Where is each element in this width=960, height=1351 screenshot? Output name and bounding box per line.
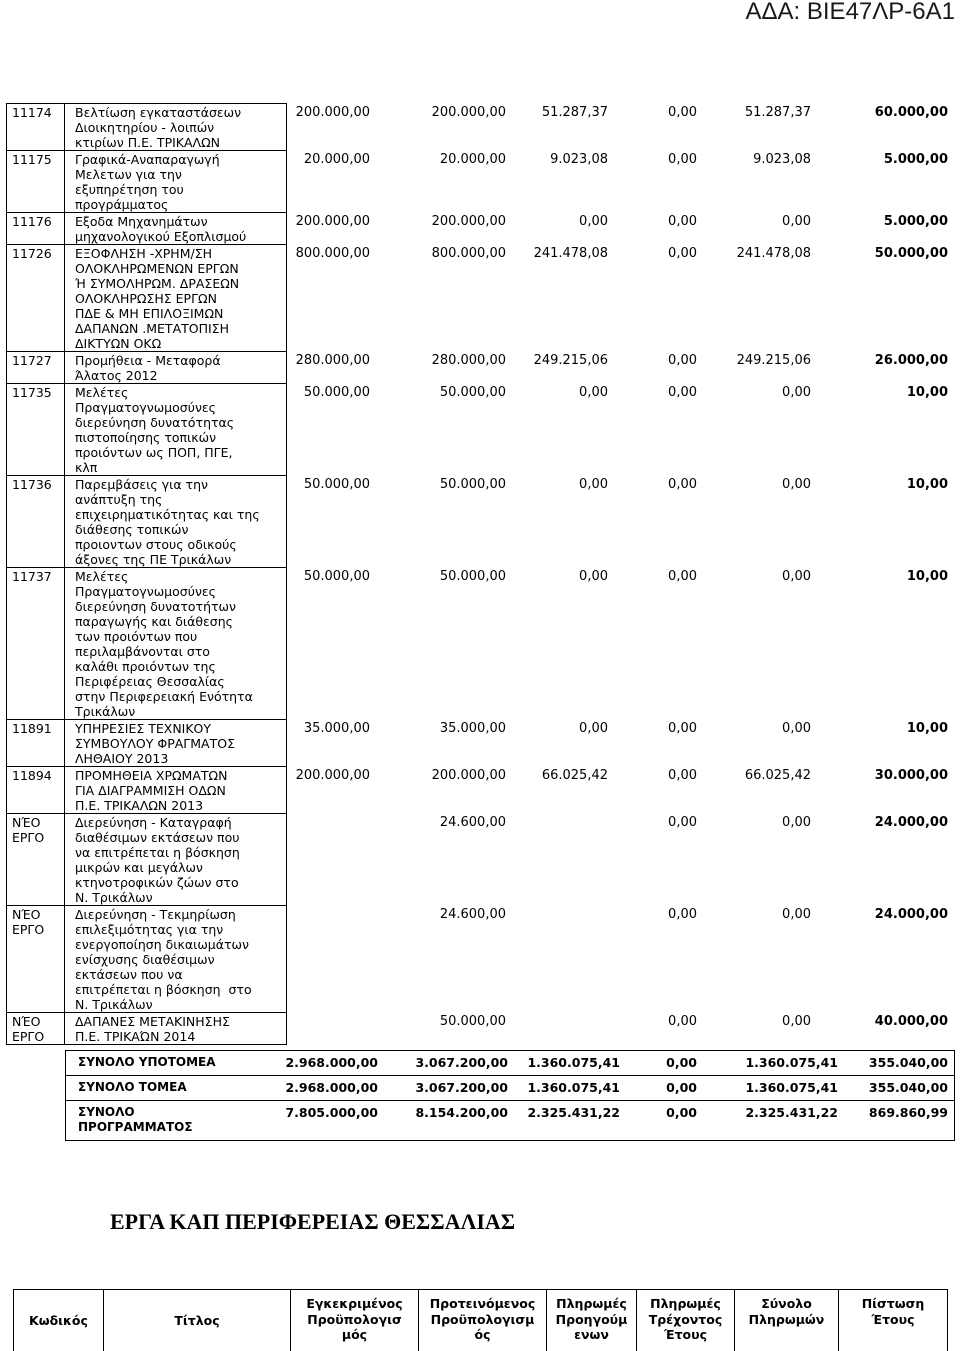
- previous-payments-value: 0,00: [579, 569, 608, 584]
- proposed-budget-value: 50.000,00: [439, 477, 506, 492]
- total-payments-value: 241.478,08: [736, 246, 811, 261]
- previous-payments-value: 9.023,08: [550, 152, 608, 167]
- project-code-cell: [6, 245, 65, 352]
- previous-payments-value: 66.025,42: [541, 768, 608, 783]
- table-row: [6, 104, 955, 151]
- project-title-line: προιόντων ως ΠΟΠ, ΠΓΕ,: [75, 445, 233, 460]
- project-title-line: καλάθι προιόντων της: [75, 659, 216, 674]
- total-payments-value: 51.287,37: [744, 105, 811, 120]
- column-header-line: Πληρωμές: [556, 1296, 627, 1311]
- project-title-line: ΛΗΘΑΙΟΥ 2013: [75, 751, 169, 766]
- approved-budget-value: 280.000,00: [295, 353, 370, 368]
- project-title-line: Εξοδα Μηχανημάτων: [75, 214, 208, 229]
- project-title-line: άξονες της ΠΕ Τρικάλων: [75, 552, 232, 567]
- project-code: ΝΈΟ: [12, 1014, 41, 1029]
- project-code: 11175: [12, 152, 52, 167]
- column-header-line: Προτεινόμενος: [429, 1296, 536, 1311]
- project-code-cell: [6, 568, 65, 720]
- project-title-line: επιχειρηματικότητας και της: [75, 507, 260, 522]
- approved-budget-value: 2.968.000,00: [285, 1055, 378, 1070]
- totals-table: [65, 1050, 955, 1141]
- total-payments-value: 0,00: [782, 477, 811, 492]
- project-code-cell: [6, 767, 65, 814]
- table-row: [6, 213, 955, 245]
- project-title-cell: [65, 245, 287, 352]
- proposed-budget-value: 24.600,00: [439, 907, 506, 922]
- project-title-line: Μελέτες: [75, 569, 129, 584]
- project-code: ΕΡΓΟ: [12, 830, 45, 845]
- current-payments-value: 0,00: [668, 1014, 697, 1029]
- project-title-line: προγράμματος: [75, 197, 169, 212]
- column-header-line: ενων: [574, 1327, 609, 1342]
- project-code: 11891: [12, 721, 52, 736]
- column-header: [103, 1290, 290, 1351]
- column-header-line: ός: [474, 1327, 491, 1342]
- current-payments-value: 0,00: [666, 1080, 697, 1095]
- approved-budget-value: 2.968.000,00: [285, 1080, 378, 1095]
- project-title-line: Παρεμβάσεις για την: [75, 477, 208, 492]
- budget-table: [6, 103, 955, 1045]
- project-title-line: ΟΛΟΚΛΗΡΩΜΕΝΩΝ ΕΡΓΩΝ: [75, 261, 239, 276]
- project-code: 11174: [12, 105, 52, 120]
- previous-payments-value: 2.325.431,22: [527, 1105, 620, 1120]
- proposed-budget-value: 3.067.200,00: [415, 1080, 508, 1095]
- column-header-line: Τίτλος: [174, 1312, 220, 1328]
- current-payments-value: 0,00: [668, 246, 697, 261]
- table-row: [6, 767, 955, 814]
- current-payments-value: 0,00: [668, 815, 697, 830]
- year-credit-value: 5.000,00: [883, 152, 948, 167]
- total-payments-value: 0,00: [782, 569, 811, 584]
- column-header-row: [13, 1289, 948, 1351]
- column-header-line: Προϋπολογισ: [307, 1311, 402, 1327]
- project-title-line: ΟΛΟΚΛΗΡΩΣΗΣ ΕΡΓΩΝ: [75, 291, 217, 306]
- current-payments-value: 0,00: [668, 214, 697, 229]
- table-row: [6, 245, 955, 352]
- proposed-budget-value: 50.000,00: [439, 1014, 506, 1029]
- project-code-cell: [6, 1013, 65, 1045]
- project-title-line: Τρικάλων: [75, 704, 136, 719]
- previous-payments-value: 0,00: [579, 214, 608, 229]
- project-title-line: Περιφέρειας Θεσσαλίας: [75, 674, 225, 689]
- total-row: [66, 1051, 954, 1076]
- column-header-line: μός: [341, 1327, 368, 1342]
- project-title-line: διαθέσιμων εκτάσεων που: [75, 830, 240, 845]
- current-payments-value: 0,00: [668, 385, 697, 400]
- project-title-line: Προμήθεια - Μεταφορά: [75, 353, 221, 368]
- project-title-cell: [65, 213, 287, 245]
- year-credit-value: 10,00: [906, 721, 948, 736]
- previous-payments-value: 51.287,37: [541, 105, 608, 120]
- project-title-line: Π.Ε. ΤΡΙΚΑΏΝ 2014: [75, 1029, 196, 1044]
- column-header-line: Τρέχοντος: [648, 1311, 723, 1327]
- total-payments-value: 0,00: [782, 214, 811, 229]
- year-credit-value: 10,00: [906, 385, 948, 400]
- project-code-cell: [6, 906, 65, 1013]
- project-title-cell: [65, 720, 287, 767]
- table-row: [6, 568, 955, 720]
- project-code: 11736: [12, 477, 52, 492]
- proposed-budget-value: 200.000,00: [431, 214, 506, 229]
- column-header-line: Κωδικός: [29, 1312, 88, 1328]
- project-code-cell: [6, 352, 65, 384]
- project-title-line: Άλατος 2012: [75, 368, 158, 383]
- table-row: [6, 476, 955, 568]
- project-title-cell: [65, 352, 287, 384]
- table-row: [6, 352, 955, 384]
- current-payments-value: 0,00: [668, 907, 697, 922]
- project-title-cell: [65, 906, 287, 1013]
- year-credit-value: 355.040,00: [868, 1055, 948, 1070]
- column-header: [290, 1290, 418, 1351]
- table-row: [6, 906, 955, 1013]
- proposed-budget-value: 50.000,00: [439, 385, 506, 400]
- total-payments-value: 249.215,06: [736, 353, 811, 368]
- project-title-line: ενεργοποίηση δικαιωμάτων: [75, 937, 249, 952]
- section-title: ΕΡΓΑ ΚΑΠ ΠΕΡΙΦΕΡΕΙΑΣ ΘΕΣΣΑΛΙΑΣ: [110, 1209, 516, 1234]
- project-title-cell: [65, 568, 287, 720]
- project-title-line: των προιόντων που: [75, 629, 198, 644]
- proposed-budget-value: 3.067.200,00: [415, 1055, 508, 1070]
- proposed-budget-value: 280.000,00: [431, 353, 506, 368]
- project-title-line: επιτρέπεται η βόσκηση στο: [75, 982, 252, 997]
- project-code-cell: [6, 213, 65, 245]
- project-title-line: ΠΔΕ & ΜΗ ΕΠΙΛΟΞΙΜΩΝ: [75, 306, 224, 321]
- project-title-line: περιλαμβάνονται στο: [75, 644, 210, 659]
- year-credit-value: 30.000,00: [874, 768, 948, 783]
- previous-payments-value: 1.360.075,41: [527, 1080, 620, 1095]
- table-row: [6, 384, 955, 476]
- project-title-line: κτιρίων Π.Ε. ΤΡΙΚΑΛΩΝ: [75, 135, 220, 150]
- previous-payments-value: 0,00: [579, 721, 608, 736]
- column-header: [838, 1290, 948, 1351]
- previous-payments-value: 241.478,08: [533, 246, 608, 261]
- proposed-budget-value: 200.000,00: [431, 768, 506, 783]
- previous-payments-value: 0,00: [579, 477, 608, 492]
- project-title-cell: [65, 104, 287, 151]
- year-credit-value: 10,00: [906, 569, 948, 584]
- project-code-cell: [6, 104, 65, 151]
- previous-payments-value: 249.215,06: [533, 353, 608, 368]
- approved-budget-value: 800.000,00: [295, 246, 370, 261]
- total-row: [66, 1076, 954, 1101]
- approved-budget-value: 200.000,00: [295, 105, 370, 120]
- project-title-line: Πραγματογνωμοσύνες: [75, 584, 217, 599]
- proposed-budget-value: 24.600,00: [439, 815, 506, 830]
- total-label: ΣΥΝΟΛΟ ΤΟΜΕΑ: [78, 1080, 187, 1094]
- column-header-line: Πίστωση: [861, 1296, 925, 1311]
- total-payments-value: 0,00: [782, 815, 811, 830]
- column-header: [546, 1290, 636, 1351]
- table-row: [6, 720, 955, 767]
- project-code: ΝΈΟ: [12, 815, 41, 830]
- column-header-line: Πληρωμές: [650, 1296, 721, 1311]
- total-row: [66, 1101, 954, 1141]
- column-header-line: Πληρωμών: [748, 1311, 825, 1327]
- column-header: [734, 1290, 838, 1351]
- project-title-cell: [65, 767, 287, 814]
- column-header: [636, 1290, 734, 1351]
- project-title-line: Γραφικά-Αναπαραγωγή: [75, 152, 220, 167]
- project-title-line: διάθεσης τοπικών: [75, 522, 189, 537]
- proposed-budget-value: 20.000,00: [439, 152, 506, 167]
- project-title-cell: [65, 1013, 287, 1045]
- project-title-line: Μελέτες: [75, 385, 129, 400]
- project-title-line: ενίσχυσης διαθέσιμων: [75, 952, 215, 967]
- proposed-budget-value: 50.000,00: [439, 569, 506, 584]
- project-code: 11735: [12, 385, 52, 400]
- project-code-cell: [6, 720, 65, 767]
- project-title-line: πιστοποίησης τοπικών: [75, 430, 217, 445]
- year-credit-value: 869.860,99: [868, 1105, 948, 1120]
- project-title-line: ΔΑΠΑΝΩΝ .ΜΕΤΑΤΟΠΙΣΗ: [75, 321, 229, 336]
- project-title-line: προιοντων στους οδικούς: [75, 537, 237, 552]
- approved-budget-value: 7.805.000,00: [285, 1105, 378, 1120]
- total-payments-value: 1.360.075,41: [745, 1080, 838, 1095]
- table-row: [6, 814, 955, 906]
- project-title-line: μηχανολογικού Εξοπλισμού: [75, 229, 247, 244]
- year-credit-value: 26.000,00: [874, 353, 948, 368]
- project-title-line: ΕΞΟΦΛΗΣΗ -ΧΡΗΜ/ΣΗ: [75, 246, 212, 261]
- project-title-line: εξυπηρέτηση του: [75, 182, 184, 197]
- project-title-cell: [65, 151, 287, 213]
- year-credit-value: 50.000,00: [874, 246, 948, 261]
- proposed-budget-value: 200.000,00: [431, 105, 506, 120]
- current-payments-value: 0,00: [666, 1105, 697, 1120]
- table-row: [6, 1013, 955, 1045]
- project-code: ΝΈΟ: [12, 907, 41, 922]
- project-title-line: Διερεύνηση - Τεκμηρίωση: [75, 907, 236, 922]
- project-title-line: Π.Ε. ΤΡΙΚΑΛΩΝ 2013: [75, 798, 204, 813]
- project-title-line: μικρών και μεγάλων: [75, 860, 203, 875]
- approved-budget-value: 35.000,00: [303, 721, 370, 736]
- project-title-cell: [65, 814, 287, 906]
- total-payments-value: 66.025,42: [744, 768, 811, 783]
- current-payments-value: 0,00: [666, 1055, 697, 1070]
- total-payments-value: 0,00: [782, 721, 811, 736]
- current-payments-value: 0,00: [668, 353, 697, 368]
- table-row: [6, 151, 955, 213]
- project-code: ΕΡΓΟ: [12, 922, 45, 937]
- column-header: [13, 1290, 103, 1351]
- project-title-line: Ν. Τρικάλων: [75, 997, 153, 1012]
- column-header-line: Προηγούμ: [555, 1311, 628, 1327]
- project-title-line: διερεύνηση δυνατότητας: [75, 415, 235, 430]
- project-title-line: στην Περιφερειακή Ενότητα: [75, 689, 253, 704]
- proposed-budget-value: 8.154.200,00: [415, 1105, 508, 1120]
- project-title-cell: [65, 384, 287, 476]
- year-credit-value: 5.000,00: [883, 214, 948, 229]
- project-title-line: να επιτρέπεται η βόσκηση: [75, 845, 240, 860]
- project-title-line: Διοικητηρίου - λοιπών: [75, 120, 215, 135]
- project-code: ΕΡΓΟ: [12, 1029, 45, 1044]
- project-code: 11726: [12, 246, 52, 261]
- project-code: 11176: [12, 214, 52, 229]
- current-payments-value: 0,00: [668, 721, 697, 736]
- project-code-cell: [6, 384, 65, 476]
- year-credit-value: 60.000,00: [874, 105, 948, 120]
- column-header-line: Προϋπολογισμ: [430, 1311, 535, 1327]
- total-payments-value: 2.325.431,22: [745, 1105, 838, 1120]
- project-title-line: Ή ΣΥΜΟΛΗΡΩΜ. ΔΡΑΣΕΩΝ: [75, 276, 240, 291]
- total-payments-value: 0,00: [782, 907, 811, 922]
- total-payments-value: 0,00: [782, 385, 811, 400]
- project-code: 11894: [12, 768, 52, 783]
- column-header-line: Σύνολο: [761, 1296, 812, 1311]
- current-payments-value: 0,00: [668, 105, 697, 120]
- column-header: [418, 1290, 546, 1351]
- total-label: ΣΥΝΟΛΟ ΥΠΟΤΟΜΕΑ: [78, 1055, 216, 1069]
- previous-payments-value: 0,00: [579, 385, 608, 400]
- project-code-cell: [6, 151, 65, 213]
- project-code: 11727: [12, 353, 52, 368]
- project-title-line: ΠΡΟΜΗΘΕΙΑ ΧΡΩΜΑΤΩΝ: [75, 768, 228, 783]
- current-payments-value: 0,00: [668, 768, 697, 783]
- project-title-line: ΔΑΠΑΝΕΣ ΜΕΤΑΚΙΝΗΣΗΣ: [75, 1014, 230, 1029]
- current-payments-value: 0,00: [668, 569, 697, 584]
- year-credit-value: 24.000,00: [874, 815, 948, 830]
- project-title-line: Ν. Τρικάλων: [75, 890, 153, 905]
- project-title-line: επιλεξιμότητας για την: [75, 922, 224, 937]
- project-title-line: διερεύνηση δυνατοτήτων: [75, 599, 236, 614]
- project-title-line: Πραγματογνωμοσύνες: [75, 400, 217, 415]
- proposed-budget-value: 35.000,00: [439, 721, 506, 736]
- column-header-line: Έτους: [664, 1327, 707, 1342]
- project-title-line: κτηνοτροφικών ζώων στο: [75, 875, 239, 890]
- current-payments-value: 0,00: [668, 152, 697, 167]
- project-title-line: ΣΥΜΒΟΥΛΟΥ ΦΡΑΓΜΑΤΟΣ: [75, 736, 235, 751]
- year-credit-value: 40.000,00: [874, 1014, 948, 1029]
- year-credit-value: 10,00: [906, 477, 948, 492]
- total-payments-value: 9.023,08: [753, 152, 811, 167]
- project-title-line: ανάπτυξη της: [75, 492, 163, 507]
- project-title-line: ΥΠΗΡΕΣΙΕΣ ΤΕΧΝΙΚΟΥ: [75, 721, 212, 736]
- total-label: ΠΡΟΓΡΑΜΜΑΤΟΣ: [78, 1120, 193, 1134]
- approved-budget-value: 50.000,00: [303, 569, 370, 584]
- project-title-line: ΔΙΚΤΥΩΝ ΟΚΩ: [75, 336, 162, 351]
- column-header-line: Εγκεκριμένος: [306, 1296, 403, 1311]
- approved-budget-value: 50.000,00: [303, 477, 370, 492]
- approved-budget-value: 200.000,00: [295, 768, 370, 783]
- total-payments-value: 1.360.075,41: [745, 1055, 838, 1070]
- total-label: ΣΥΝΟΛΟ: [78, 1105, 135, 1119]
- project-title-line: Βελτίωση εγκαταστάσεων: [75, 105, 242, 120]
- project-code-cell: [6, 476, 65, 568]
- previous-payments-value: 1.360.075,41: [527, 1055, 620, 1070]
- project-title-cell: [65, 476, 287, 568]
- current-payments-value: 0,00: [668, 477, 697, 492]
- total-payments-value: 0,00: [782, 1014, 811, 1029]
- project-title-line: Μελετων για την: [75, 167, 182, 182]
- approved-budget-value: 20.000,00: [303, 152, 370, 167]
- project-title-line: παραγωγής και διάθεσης: [75, 614, 233, 629]
- column-header-line: Έτους: [871, 1311, 915, 1327]
- approved-budget-value: 200.000,00: [295, 214, 370, 229]
- approved-budget-value: 50.000,00: [303, 385, 370, 400]
- year-credit-value: 24.000,00: [874, 907, 948, 922]
- project-title-line: ΓΙΑ ΔΙΑΓΡΑΜΜΙΣΗ ΟΔΩΝ: [75, 783, 226, 798]
- proposed-budget-value: 800.000,00: [431, 246, 506, 261]
- project-code: 11737: [12, 569, 52, 584]
- project-title-line: Διερεύνηση - Καταγραφή: [75, 815, 232, 830]
- project-title-line: κλπ: [75, 460, 98, 475]
- year-credit-value: 355.040,00: [868, 1080, 948, 1095]
- project-code-cell: [6, 814, 65, 906]
- ada-document-id: ΑΔΑ: ΒΙΕ47ΛΡ-6Α1: [745, 0, 955, 25]
- project-title-line: εκτάσεων που να: [75, 967, 183, 982]
